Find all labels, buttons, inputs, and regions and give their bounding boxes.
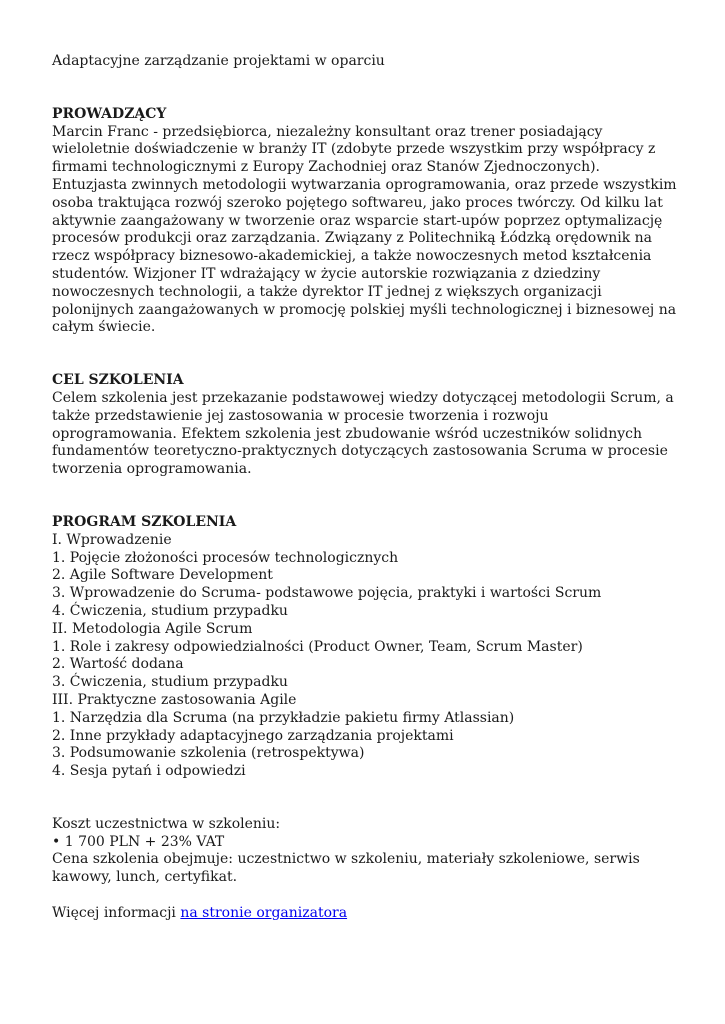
more-info-text: Więcej informacji xyxy=(52,905,181,922)
trainer-heading: PROWADZĄCY xyxy=(52,105,167,122)
document-title: Adaptacyjne zarządzanie projektami w oparciu xyxy=(52,53,385,69)
program-line: III. Praktyczne zastosowania Agile xyxy=(52,691,297,708)
program-line: 3. Wprowadzenie do Scruma- podstawowe pojęcia, praktyki i wartości Scrum xyxy=(52,585,602,602)
spacer xyxy=(52,887,677,905)
organizer-link[interactable]: na stronie organizatora xyxy=(180,905,348,922)
spacer xyxy=(52,337,677,372)
spacer xyxy=(52,71,677,106)
program-line: 2. Agile Software Development xyxy=(52,567,273,584)
program-line: 3. Podsumowanie szkolenia (retrospektywa) xyxy=(52,745,365,762)
goal-heading: CEL SZKOLENIA xyxy=(52,372,184,389)
trainer-body: Marcin Franc - przedsiębiorca, niezależny konsultant oraz trener posiadający wieloletnie doświadczenie w branży IT (zdobyte przede wszystkim przy współpracy z firmami technologicznymi z Europy Zachodniej oraz Stanów Zjednoczonych). Entuzjasta zwinnych metodologii wytwarzania oprogramowania, oraz przede wszystkim osoba traktująca rozwój szeroko pojętego softwareu, jako proces twórczy. Od kilku lat aktywnie zaangażowany w tworzenie oraz wsparcie start-upów poprzez optymalizację procesów produkcji oraz zarządzania. Związany z Politechniką Łódzką orędownik na rzecz współpracy biznesowo-akademickiej, a także nowoczesnych metod kształcenia studentów. Wizjoner IT wdrażający w życie autorskie rozwiązania z dziedziny nowoczesnych technologii, a także dyrektor IT jednej z większych organizacji polonijnych zaangażowanych w promocję polskiej myśli technologicznej i biznesowej na całym świecie. xyxy=(52,123,677,336)
program-line: 4. Ćwiczenia, studium przypadku xyxy=(52,602,288,619)
program-line: 3. Ćwiczenia, studium przypadku xyxy=(52,674,288,691)
program-line: 4. Sesja pytań i odpowiedzi xyxy=(52,763,246,780)
spacer xyxy=(52,781,677,816)
document-page xyxy=(52,53,677,923)
program-line: I. Wprowadzenie xyxy=(52,531,172,548)
program-line: 1. Pojęcie złożoności procesów technologicznych xyxy=(52,549,399,566)
goal-body: Celem szkolenia jest przekazanie podstawowej wiedzy dotyczącej metodologii Scrum, a także przedstawienie jej zastosowania w procesie tworzenia i rozwoju oprogramowania. Efektem szkolenia jest zbudowanie wśród uczestników solidnych fundamentów teoretyczno-praktycznych dotyczących zastosowania Scruma w procesie tworzenia oprogramowania. xyxy=(52,389,674,478)
program-line: 1. Role i zakresy odpowiedzialności (Product Owner, Team, Scrum Master) xyxy=(52,638,583,655)
program-heading: PROGRAM SZKOLENIA xyxy=(52,513,237,530)
more-info xyxy=(52,905,677,923)
program-list xyxy=(52,532,677,781)
cost-label: Koszt uczestnictwa w szkoleniu: xyxy=(52,815,281,832)
program-line: 2. Wartość dodana xyxy=(52,656,184,673)
cost-includes: Cena szkolenia obejmuje: uczestnictwo w szkoleniu, materiały szkoleniowe, serwis kawowy, lunch, certyfikat. xyxy=(52,851,640,886)
program-line: 2. Inne przykłady adaptacyjnego zarządzania projektami xyxy=(52,727,454,744)
cost-price: • 1 700 PLN + 23% VAT xyxy=(52,833,225,850)
spacer xyxy=(52,479,677,514)
program-line: 1. Narzędzia dla Scruma (na przykładzie pakietu firmy Atlassian) xyxy=(52,709,515,726)
program-line: II. Metodologia Agile Scrum xyxy=(52,620,253,637)
